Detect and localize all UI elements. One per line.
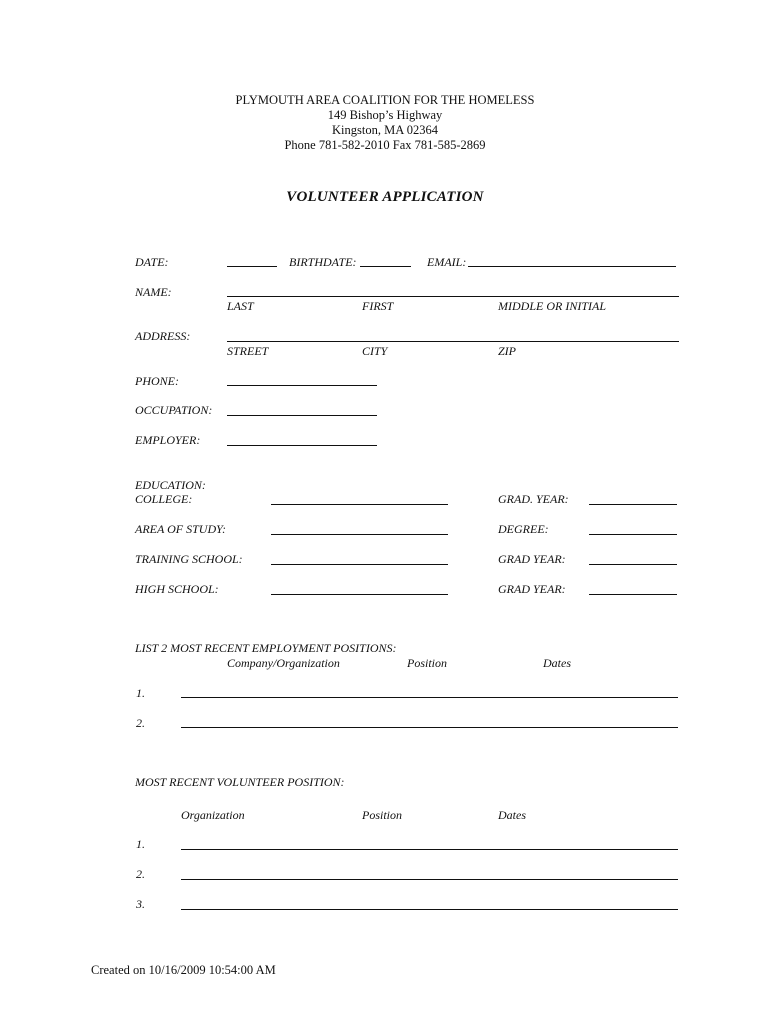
employer-label: EMPLOYER: — [135, 433, 201, 447]
employment-col-company: Company/Organization — [227, 656, 340, 670]
org-name: PLYMOUTH AREA COALITION FOR THE HOMELESS — [235, 93, 535, 107]
volunteer-row-number: 1. — [136, 837, 145, 851]
volunteer-heading: MOST RECENT VOLUNTEER POSITION: — [135, 775, 345, 789]
zip-caption: ZIP — [498, 344, 516, 358]
training-grad-year-field[interactable] — [589, 564, 677, 565]
created-timestamp: Created on 10/16/2009 10:54:00 AM — [91, 963, 276, 977]
page-title: VOLUNTEER APPLICATION — [286, 189, 484, 205]
last-name-caption: LAST — [227, 299, 254, 313]
employment-col-position: Position — [407, 656, 448, 670]
degree-field[interactable] — [589, 534, 677, 535]
training-school-field[interactable] — [271, 564, 448, 565]
address-label: ADDRESS: — [135, 329, 191, 343]
college-field[interactable] — [271, 504, 448, 505]
first-name-caption: FIRST — [362, 299, 394, 313]
employer-field[interactable] — [227, 445, 377, 446]
name-label: NAME: — [135, 285, 172, 299]
employment-row-2-field[interactable] — [181, 727, 678, 728]
occupation-field[interactable] — [227, 415, 377, 416]
training-school-label: TRAINING SCHOOL: — [135, 552, 243, 566]
degree-label: DEGREE: — [498, 522, 549, 536]
volunteer-row-3-field[interactable] — [181, 909, 678, 910]
high-school-label: HIGH SCHOOL: — [135, 582, 219, 596]
occupation-label: OCCUPATION: — [135, 403, 213, 417]
high-school-grad-year-label: GRAD YEAR: — [498, 582, 566, 596]
name-field[interactable] — [227, 296, 679, 297]
street-caption: STREET — [227, 344, 269, 358]
employment-heading: LIST 2 MOST RECENT EMPLOYMENT POSITIONS: — [135, 641, 397, 655]
high-school-grad-year-field[interactable] — [589, 594, 677, 595]
address-field[interactable] — [227, 341, 679, 342]
org-street: 149 Bishop’s Highway — [327, 108, 443, 122]
city-caption: CITY — [362, 344, 388, 358]
phone-field[interactable] — [227, 385, 377, 386]
employment-row-number: 2. — [136, 716, 145, 730]
email-label: EMAIL: — [427, 255, 467, 269]
date-field[interactable] — [227, 266, 277, 267]
volunteer-row-number: 3. — [136, 897, 145, 911]
employment-row-1-field[interactable] — [181, 697, 678, 698]
date-label: DATE: — [135, 255, 169, 269]
training-grad-year-label: GRAD YEAR: — [498, 552, 566, 566]
birthdate-field[interactable] — [360, 266, 411, 267]
employment-col-dates: Dates — [543, 656, 571, 670]
middle-initial-caption: MIDDLE OR INITIAL — [498, 299, 606, 313]
college-grad-year-label: GRAD. YEAR: — [498, 492, 569, 506]
volunteer-row-2-field[interactable] — [181, 879, 678, 880]
org-city: Kingston, MA 02364 — [332, 123, 438, 137]
birthdate-label: BIRTHDATE: — [289, 255, 357, 269]
volunteer-row-1-field[interactable] — [181, 849, 678, 850]
org-phone: Phone 781-582-2010 Fax 781-585-2869 — [284, 138, 486, 152]
employment-row-number: 1. — [136, 686, 145, 700]
area-of-study-label: AREA OF STUDY: — [135, 522, 226, 536]
high-school-field[interactable] — [271, 594, 448, 595]
phone-label: PHONE: — [135, 374, 179, 388]
volunteer-row-number: 2. — [136, 867, 145, 881]
volunteer-col-dates: Dates — [498, 808, 526, 822]
volunteer-col-position: Position — [362, 808, 403, 822]
volunteer-col-organization: Organization — [181, 808, 245, 822]
email-field[interactable] — [468, 266, 676, 267]
education-heading: EDUCATION: — [135, 478, 206, 492]
college-grad-year-field[interactable] — [589, 504, 677, 505]
college-label: COLLEGE: — [135, 492, 193, 506]
area-of-study-field[interactable] — [271, 534, 448, 535]
